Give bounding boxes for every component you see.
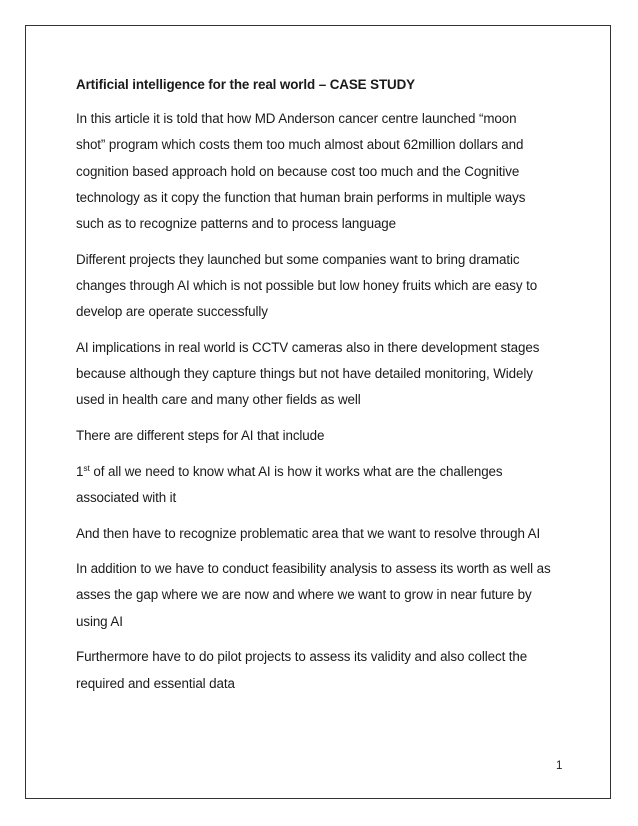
paragraph-line: In this article it is told that how MD Anderson cancer centre launched “moon [76, 111, 517, 127]
paragraph-line: changes through AI which is not possible but low honey fruits which are easy to [76, 277, 538, 293]
document-body [76, 72, 576, 706]
paragraph-line: asses the gap where we are now and where we want to grow in near future by [76, 587, 532, 603]
paragraph-line: AI implications in real world is CCTV cameras also in there development stages [76, 339, 540, 355]
paragraph-3 [76, 335, 576, 414]
document-heading: Artificial intelligence for the real world – CASE STUDY [76, 77, 416, 92]
page-number: 1 [556, 760, 563, 772]
paragraph-line: using AI [76, 613, 123, 629]
paragraph-line: because although they capture things but not have detailed monitoring, Widely [76, 366, 533, 382]
paragraph-line: technology as it copy the function that human brain performs in multiple ways [76, 189, 526, 205]
paragraph-line: There are different steps for AI that include [76, 427, 325, 443]
paragraph-line: cognition based approach hold on because cost too much and the Cognitive [76, 163, 520, 179]
paragraph-line: used in health care and many other fields as well [76, 392, 361, 408]
paragraph-1 [76, 106, 576, 237]
paragraph-line: And then have to recognize problematic area that we want to resolve through AI [76, 525, 541, 541]
paragraph-6 [76, 521, 576, 547]
paragraph-line: associated with it [76, 489, 177, 505]
paragraph-line: such as to recognize patterns and to process language [76, 216, 397, 232]
paragraph-line: shot” program which costs them too much almost about 62million dollars and [76, 137, 524, 153]
paragraph-8 [76, 644, 576, 696]
paragraph-4 [76, 423, 576, 449]
paragraph-line: required and essential data [76, 675, 235, 691]
paragraph-5 [76, 459, 576, 511]
paragraph-line: Furthermore have to do pilot projects to assess its validity and also collect the [76, 649, 528, 665]
ordinal-suffix: st [83, 462, 90, 473]
paragraph-line: Different projects they launched but some companies want to bring dramatic [76, 251, 520, 267]
paragraph-line: In addition to we have to conduct feasibility analysis to assess its worth as well as [76, 561, 551, 577]
paragraph-2 [76, 247, 576, 326]
paragraph-line: develop are operate successfully [76, 304, 268, 320]
ordinal-number: 1 [76, 463, 84, 479]
paragraph-7 [76, 556, 576, 635]
paragraph-first-line [76, 459, 576, 485]
first-line-text: of all we need to know what AI is how it works what are the challenges [89, 463, 503, 479]
